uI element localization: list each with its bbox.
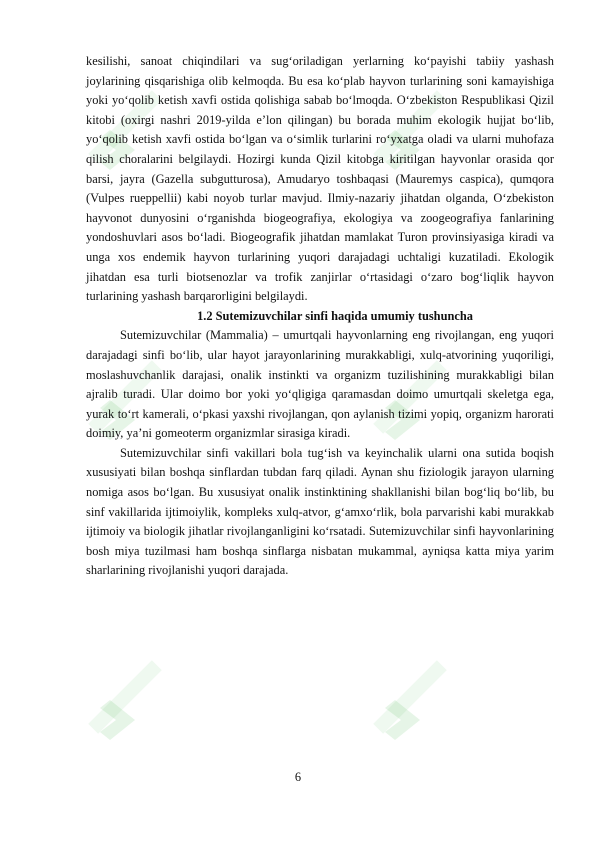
paragraph-continued: kesilishi, sanoat chiqindilari va sug‘oriladigan yerlarning ko‘payishi tabiiy yashash joylarining qisqarishiga olib kelmoqda. Bu esa ko‘plab hayvon turlarining soni kamayishiga yoki yo‘qolib ketish xavfi ostida qolishiga sabab bo‘lmoqda. O‘zbekiston Respublikasi Qizil kitobi (oxirgi nashri 2019-yilda e’lon qilingan) bu borada muhim ekologik hujjat bo‘lib, yo‘qolib ketish xavfi ostida bo‘lgan va o‘simlik turlarini ro‘yxatga oladi va ularni muhofaza qilish choralarini belgilaydi. Hozirgi kunda Qizil kitobga kiritilgan hayvonlar orasida qor barsi, jayra (Gazella subgutturosa), Amudaryo toshbaqasi (Mauremys caspica), qumqora (Vulpes rueppellii) kabi noyob turlar mavjud. Ilmiy-nazariy jihatdan olganda, O‘zbekiston hayvonot dunyosini o‘rganishda biogeografiya, ekologiya va zoogeografiya fanlarining yondoshuvlari asos bo‘ladi. Biogeografik jihatdan mamlakat Turon provinsiyasiga kiradi va unga xos endemik hayvon turlarining yuqori darajadagi uchtaligi kuzatiladi. Ekologik jihatdan esa turli biotsenozlar va trofik zanjirlar o‘rtasidagi o‘zaro bog‘liqlik hayvon turlarining yashash barqarorligini belgilaydi.: [86, 54, 554, 304]
page-number: 6: [294, 770, 302, 784]
document-body: [86, 52, 554, 581]
paragraph-mammalia-definition: Sutemizuvchilar (Mammalia) – umurtqali hayvonlarning eng rivojlangan, eng yuqori darajadagi sinfi bo‘lib, ular hayot jarayonlarining murakkabligi, xulq-atvorining yuqoriligi, moslashuvchanlik darajasi, onalik instinkti va organizm tuzilishining murakkabligi bilan ajralib turadi. Ular doimo bor yoki yo‘qligiga qaramasdan doimo umurtqali skeletga ega, yurak to‘rt kamerali, o‘pkasi yaxshi rivojlangan, qon aylanish tizimi yopiq, organizm harorati doimiy, ya’ni gomeoterm organizmlar sirasiga kiradi.: [86, 328, 554, 441]
section-heading: 1.2 Sutemizuvchilar sinfi haqida umumiy tushuncha: [197, 308, 473, 323]
watermark-chevron-icon: [385, 700, 420, 740]
watermark-chevron-icon: [100, 700, 135, 740]
paragraph-mammalia-features: Sutemizuvchilar sinfi vakillari bola tug‘ish va keyinchalik ularni ona sutida boqish xususiyati bilan boshqa sinflardan tubdan farq qiladi. Aynan shu fiziologik jarayon ularning nomiga asos bo‘lgan. Bu xususiyat onalik instinktining shakllanishi bilan bog‘liq bo‘lib, bu sinf vakillarida ijtimoiylik, kompleks xulq-atvor, g‘amxo‘rlik, bola parvarishi kabi murakkab ijtimoiy va biologik jihatlar rivojlanganligini ko‘rsatadi. Sutemizuvchilar sinfi hayvonlarining bosh miya tuzilmasi ham boshqa sinflarga nisbatan mukammal, ayniqsa katta miya yarim sharlarining rivojlanishi yuqori darajada.: [86, 445, 554, 578]
watermark-band: [373, 660, 447, 734]
watermark-band: [88, 660, 162, 734]
